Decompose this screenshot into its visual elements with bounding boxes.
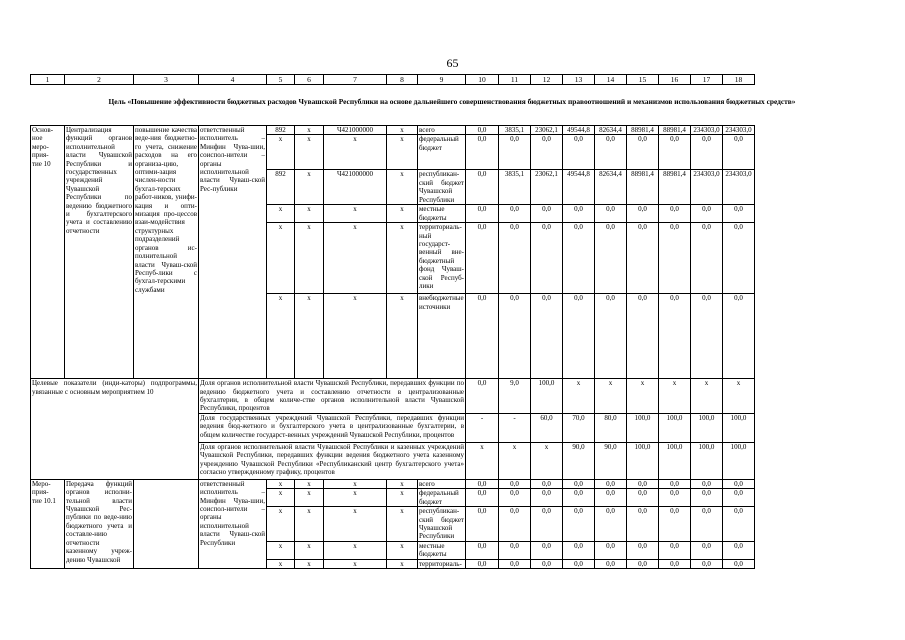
- year-value-12: 0,0: [531, 135, 563, 170]
- indicator-value-10: x: [466, 442, 499, 479]
- column-number-6: 6: [295, 75, 324, 85]
- budget-table: [30, 125, 755, 569]
- column-number-17: 17: [691, 75, 723, 85]
- year-value-12: 0,0: [531, 294, 563, 379]
- grbs-code: x: [267, 205, 295, 223]
- expense-group-code: x: [387, 479, 418, 488]
- indicator-value-10: -: [466, 413, 499, 442]
- year-value-14: 0,0: [595, 205, 627, 223]
- year-value-12: 23062,1: [531, 126, 563, 135]
- year-value-11: 3835,1: [499, 170, 531, 205]
- year-value-10: 0,0: [466, 541, 499, 559]
- expense-group-code: x: [387, 489, 418, 507]
- year-value-15: 0,0: [627, 205, 659, 223]
- year-value-12: 0,0: [531, 479, 563, 488]
- column-number-8: 8: [387, 75, 418, 85]
- year-value-14: 0,0: [595, 489, 627, 507]
- grbs-code: x: [267, 135, 295, 170]
- funding-source: территориаль-ный государст-венный вне-бюджетный фонд Чуваш-ской Респуб-лики: [418, 223, 466, 294]
- indicator-value-15: x: [627, 379, 659, 414]
- column-number-7: 7: [324, 75, 387, 85]
- year-value-15: 0,0: [627, 489, 659, 507]
- expense-group-code: x: [387, 126, 418, 135]
- year-value-11: 0,0: [499, 223, 531, 294]
- year-value-13: 0,0: [563, 205, 595, 223]
- year-value-18: 0,0: [723, 559, 755, 568]
- goal-title: Цель «Повышение эффективности бюджетных расходов Чувашской Республики на основе дальнейшего совершенствования бюджетных правоотношений и механизмов использования бюджетных средств»: [108, 97, 796, 106]
- indicator-value-10: 0,0: [466, 379, 499, 414]
- year-value-14: 0,0: [595, 479, 627, 488]
- year-value-11: 0,0: [499, 489, 531, 507]
- target-article-code: x: [324, 489, 387, 507]
- year-value-15: 0,0: [627, 479, 659, 488]
- year-value-17: 0,0: [691, 135, 723, 170]
- year-value-18: 234303,0: [723, 126, 755, 135]
- indicator-value-18: 100,0: [723, 442, 755, 479]
- grbs-code: x: [267, 294, 295, 379]
- column-number-header: [30, 74, 755, 85]
- year-value-16: 0,0: [659, 205, 691, 223]
- year-value-17: 0,0: [691, 479, 723, 488]
- indicator-value-11: 9,0: [499, 379, 531, 414]
- year-value-18: 0,0: [723, 479, 755, 488]
- column-number-10: 10: [466, 75, 499, 85]
- year-value-17: 0,0: [691, 223, 723, 294]
- section-code: x: [295, 541, 324, 559]
- column-number-14: 14: [595, 75, 627, 85]
- year-value-15: 0,0: [627, 559, 659, 568]
- year-value-16: 0,0: [659, 541, 691, 559]
- year-value-11: 0,0: [499, 479, 531, 488]
- year-value-15: 88981,4: [627, 170, 659, 205]
- target-article-code: Ч421000000: [324, 170, 387, 205]
- year-value-15: 0,0: [627, 135, 659, 170]
- year-value-17: 234303,0: [691, 170, 723, 205]
- grbs-code: 892: [267, 126, 295, 135]
- indicator-value-17: 100,0: [691, 442, 723, 479]
- indicator-text: Доля органов исполнительной власти Чувашской Республики, передавших функции по ведению бюджетного учета и составлению отчетности в централизованные бухгалтерии, в общем количе-стве органов исполнительной власти Чувашской Республики, процентов: [200, 379, 464, 413]
- column-number-3: 3: [134, 75, 199, 85]
- year-value-11: 0,0: [499, 294, 531, 379]
- section-code: x: [295, 126, 324, 135]
- year-value-17: 0,0: [691, 205, 723, 223]
- funding-source: республикан-ский бюджет Чувашской Республики: [419, 507, 464, 541]
- indicator-row: [31, 379, 755, 414]
- block2-row: [31, 479, 755, 488]
- year-value-13: 0,0: [563, 479, 595, 488]
- indicator-value-18: 100,0: [723, 413, 755, 442]
- column-number-12: 12: [531, 75, 563, 85]
- year-value-17: 0,0: [691, 507, 723, 542]
- indicator-value-12: x: [531, 442, 563, 479]
- indicator-value-13: x: [563, 379, 595, 414]
- page-number: 65: [446, 56, 459, 70]
- section-code: x: [295, 559, 324, 568]
- year-value-10: 0,0: [466, 294, 499, 379]
- block1-row: [31, 126, 755, 135]
- year-value-11: 3835,1: [499, 126, 531, 135]
- year-value-18: 234303,0: [723, 170, 755, 205]
- expense-group-code: x: [387, 223, 418, 294]
- column-number-2: 2: [65, 75, 134, 85]
- year-value-17: 0,0: [691, 541, 723, 559]
- grbs-code: x: [267, 541, 295, 559]
- year-value-17: 0,0: [691, 489, 723, 507]
- year-value-18: 0,0: [723, 135, 755, 170]
- year-value-12: 0,0: [531, 223, 563, 294]
- target-article-code: Ч421000000: [324, 126, 387, 135]
- expense-group-code: x: [387, 559, 418, 568]
- indicator-value-15: 100,0: [627, 413, 659, 442]
- year-value-14: 0,0: [595, 135, 627, 170]
- year-value-12: 0,0: [531, 541, 563, 559]
- indicator-text: Доля государственных учреждений Чувашской Республики, передавших функции ведения бюд-жетного и бухгалтерского учета в централизованные бухгалтерии, в общем количестве государст-венных учреждений Чувашской Республики, процентов: [199, 413, 466, 442]
- indicator-value-14: x: [595, 379, 627, 414]
- funding-source: территориаль-: [418, 559, 466, 568]
- block1-item-name: Централизация функций органов исполнительной власти Чувашской Республики и государственных учреждений Чувашской Республики по ведению бюджетного и бухгалтерского учета и составлению отчетности: [65, 126, 134, 379]
- year-value-12: 0,0: [531, 205, 563, 223]
- year-value-10: 0,0: [466, 507, 499, 542]
- section-code: x: [295, 135, 324, 170]
- year-value-16: 0,0: [659, 135, 691, 170]
- expense-group-code: x: [387, 541, 418, 559]
- funding-source: местные бюджеты: [418, 541, 466, 559]
- year-value-10: 0,0: [466, 135, 499, 170]
- section-code: x: [295, 223, 324, 294]
- year-value-10: 0,0: [466, 205, 499, 223]
- column-number-15: 15: [627, 75, 659, 85]
- block1-executors: ответственный исполнитель – Минфин Чува-шии, соиспол-нители – органы исполнительной власти Чуваш-ской Рес-публики: [199, 126, 267, 379]
- year-value-10: 0,0: [466, 170, 499, 205]
- funding-source: федеральный бюджет: [418, 489, 466, 507]
- grbs-code: x: [267, 489, 295, 507]
- column-number-9: 9: [418, 75, 466, 85]
- expense-group-code: x: [387, 507, 418, 542]
- column-number-row: [31, 75, 755, 85]
- column-number-4: 4: [199, 75, 267, 85]
- year-value-13: 0,0: [563, 559, 595, 568]
- indicator-value-16: x: [659, 379, 691, 414]
- grbs-code: x: [267, 507, 295, 542]
- indicator-value-12: 60,0: [531, 413, 563, 442]
- year-value-15: 0,0: [627, 541, 659, 559]
- year-value-13: 0,0: [563, 223, 595, 294]
- target-article-code: x: [324, 135, 387, 170]
- year-value-18: 0,0: [723, 541, 755, 559]
- target-article-code: x: [324, 559, 387, 568]
- year-value-14: 0,0: [595, 223, 627, 294]
- expense-group-code: x: [387, 135, 418, 170]
- indicator-value-16: 100,0: [659, 413, 691, 442]
- year-value-16: 0,0: [659, 559, 691, 568]
- year-value-14: 82634,4: [595, 170, 627, 205]
- indicator-value-18: x: [723, 379, 755, 414]
- grbs-code: x: [267, 479, 295, 488]
- indicator-value-11: x: [499, 442, 531, 479]
- indicator-value-13: 90,0: [563, 442, 595, 479]
- grbs-code: x: [267, 559, 295, 568]
- indicator-value-15: 100,0: [627, 442, 659, 479]
- year-value-13: 0,0: [563, 135, 595, 170]
- year-value-18: 0,0: [723, 507, 755, 542]
- indicator-value-17: 100,0: [691, 413, 723, 442]
- section-code: x: [295, 170, 324, 205]
- year-value-14: 0,0: [595, 507, 627, 542]
- year-value-15: 0,0: [627, 223, 659, 294]
- section-code: x: [295, 205, 324, 223]
- target-article-code: x: [324, 294, 387, 379]
- year-value-18: 0,0: [723, 294, 755, 379]
- year-value-17: 0,0: [691, 294, 723, 379]
- column-number-11: 11: [499, 75, 531, 85]
- year-value-15: 0,0: [627, 294, 659, 379]
- year-value-16: 0,0: [659, 294, 691, 379]
- year-value-15: 88981,4: [627, 126, 659, 135]
- funding-source: всего: [418, 479, 466, 488]
- year-value-14: 0,0: [595, 294, 627, 379]
- block2-executors: ответственный исполнитель – Минфин Чува-шии, соиспол-нители – органы исполнительной власти Чуваш-ской Республики: [199, 479, 267, 568]
- year-value-11: 0,0: [499, 205, 531, 223]
- year-value-13: 0,0: [563, 489, 595, 507]
- year-value-18: 0,0: [723, 223, 755, 294]
- year-value-17: 0,0: [691, 559, 723, 568]
- year-value-16: 0,0: [659, 479, 691, 488]
- year-value-12: 23062,1: [531, 170, 563, 205]
- year-value-11: 0,0: [499, 541, 531, 559]
- section-code: x: [295, 507, 324, 542]
- section-code: x: [295, 294, 324, 379]
- year-value-14: 0,0: [595, 541, 627, 559]
- indicators-label: Целевые показатели (инди-каторы) подпрограммы, увязанные с основным мероприятием 10: [31, 379, 199, 480]
- year-value-16: 88981,4: [659, 126, 691, 135]
- expense-group-code: x: [387, 170, 418, 205]
- funding-source: внебюджетные источники: [418, 294, 466, 379]
- year-value-10: 0,0: [466, 223, 499, 294]
- year-value-11: 0,0: [499, 507, 531, 542]
- year-value-11: 0,0: [499, 135, 531, 170]
- year-value-10: 0,0: [466, 479, 499, 488]
- year-value-13: 49544,8: [563, 170, 595, 205]
- column-number-18: 18: [723, 75, 755, 85]
- target-article-code: x: [324, 205, 387, 223]
- year-value-18: 0,0: [723, 489, 755, 507]
- indicator-value-13: 70,0: [563, 413, 595, 442]
- target-article-code: x: [324, 223, 387, 294]
- column-number-5: 5: [267, 75, 295, 85]
- year-value-14: 0,0: [595, 559, 627, 568]
- year-value-14: 82634,4: [595, 126, 627, 135]
- year-value-13: 49544,8: [563, 126, 595, 135]
- block2-item-name: Передача функций органов исполни-тельной власти Чувашской Рес-публики по веде-нию бюджетного учета и составле-нию отчетности казенному учреж-дению Чувашской: [65, 479, 134, 568]
- year-value-15: 0,0: [627, 507, 659, 542]
- section-code: x: [295, 479, 324, 488]
- year-value-18: 0,0: [723, 205, 755, 223]
- block2-item-number: Меро- прия- тие 10.1: [31, 479, 65, 568]
- funding-source: местные бюджеты: [418, 205, 466, 223]
- year-value-12: 0,0: [531, 507, 563, 542]
- target-article-code: x: [324, 479, 387, 488]
- column-number-13: 13: [563, 75, 595, 85]
- funding-source: всего: [418, 126, 466, 135]
- year-value-10: 0,0: [466, 489, 499, 507]
- target-article-code: x: [324, 507, 387, 542]
- grbs-code: 892: [267, 170, 295, 205]
- indicator-value-11: -: [499, 413, 531, 442]
- funding-source: республикан-ский бюджет Чувашской Республики: [419, 170, 464, 204]
- block2-expected-result: [134, 479, 199, 568]
- block1-item-number: Основ- ное меро- прия- тие 10: [31, 126, 65, 379]
- target-article-code: x: [324, 541, 387, 559]
- year-value-11: 0,0: [499, 559, 531, 568]
- indicator-value-17: x: [691, 379, 723, 414]
- year-value-17: 234303,0: [691, 126, 723, 135]
- expense-group-code: x: [387, 205, 418, 223]
- year-value-16: 0,0: [659, 507, 691, 542]
- year-value-16: 0,0: [659, 223, 691, 294]
- funding-source: федеральный бюджет: [418, 135, 466, 170]
- year-value-16: 88981,4: [659, 170, 691, 205]
- indicator-value-14: 90,0: [595, 442, 627, 479]
- year-value-13: 0,0: [563, 294, 595, 379]
- indicator-text: Доля органов исполнительной власти Чувашской Республики и казенных учреждений Чувашской Республики, передавших функции ведения бюджетного учета казенному учреждению Чувашской Республики «Республиканский центр бухгалтерского учета» согласно утвержденному графику, процентов: [199, 442, 466, 479]
- block1-expected-result: повышение качества веде-ния бюджетно-го учета, снижение расходов на его организа-цию, оптими-зация числен-ности бухгал-терских работ-ников, унифи-кация и опти-мизация про-цессов взаи-модействия структурных подразделений органов ис-полнительной власти Чуваш-ской Респуб-лики с бухгал-терскими службами: [134, 126, 199, 379]
- year-value-12: 0,0: [531, 489, 563, 507]
- expense-group-code: x: [387, 294, 418, 379]
- year-value-12: 0,0: [531, 559, 563, 568]
- year-value-13: 0,0: [563, 507, 595, 542]
- year-value-10: 0,0: [466, 126, 499, 135]
- indicator-value-14: 80,0: [595, 413, 627, 442]
- column-number-16: 16: [659, 75, 691, 85]
- year-value-10: 0,0: [466, 559, 499, 568]
- column-number-1: 1: [31, 75, 65, 85]
- indicator-value-16: 100,0: [659, 442, 691, 479]
- section-code: x: [295, 489, 324, 507]
- year-value-16: 0,0: [659, 489, 691, 507]
- grbs-code: x: [267, 223, 295, 294]
- year-value-13: 0,0: [563, 541, 595, 559]
- indicator-value-12: 100,0: [531, 379, 563, 414]
